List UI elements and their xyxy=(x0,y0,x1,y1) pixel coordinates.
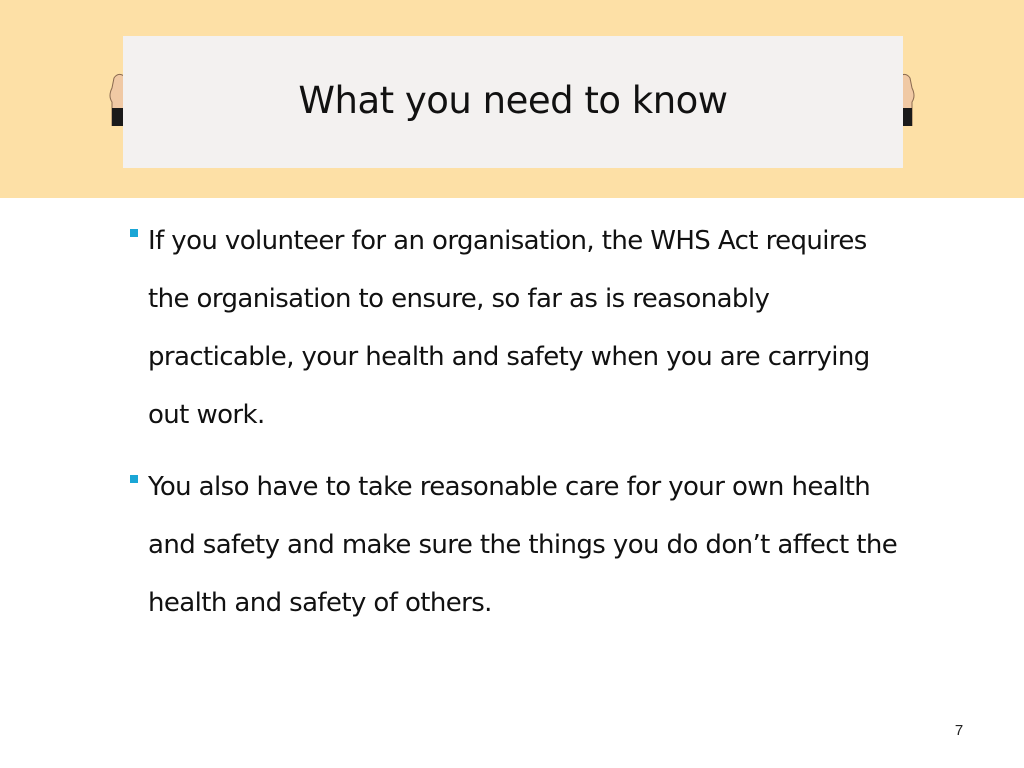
page-number: 7 xyxy=(954,722,964,739)
square-bullet-icon xyxy=(130,475,138,483)
title-sign xyxy=(123,36,903,168)
bullet-text: You also have to take reasonable care for your own health and safety and make sure the things you do don’t affect the health and safety of others. xyxy=(148,472,898,618)
bullet-list xyxy=(128,212,908,646)
bullet-item xyxy=(128,212,908,444)
slide-title: What you need to know xyxy=(298,78,728,122)
bullet-text: If you volunteer for an organisation, the WHS Act requires the organisation to ensure, so far as is reasonably practicable, your health and safety when you are carrying out work. xyxy=(148,226,870,430)
bullet-item xyxy=(128,458,908,632)
square-bullet-icon xyxy=(130,229,138,237)
